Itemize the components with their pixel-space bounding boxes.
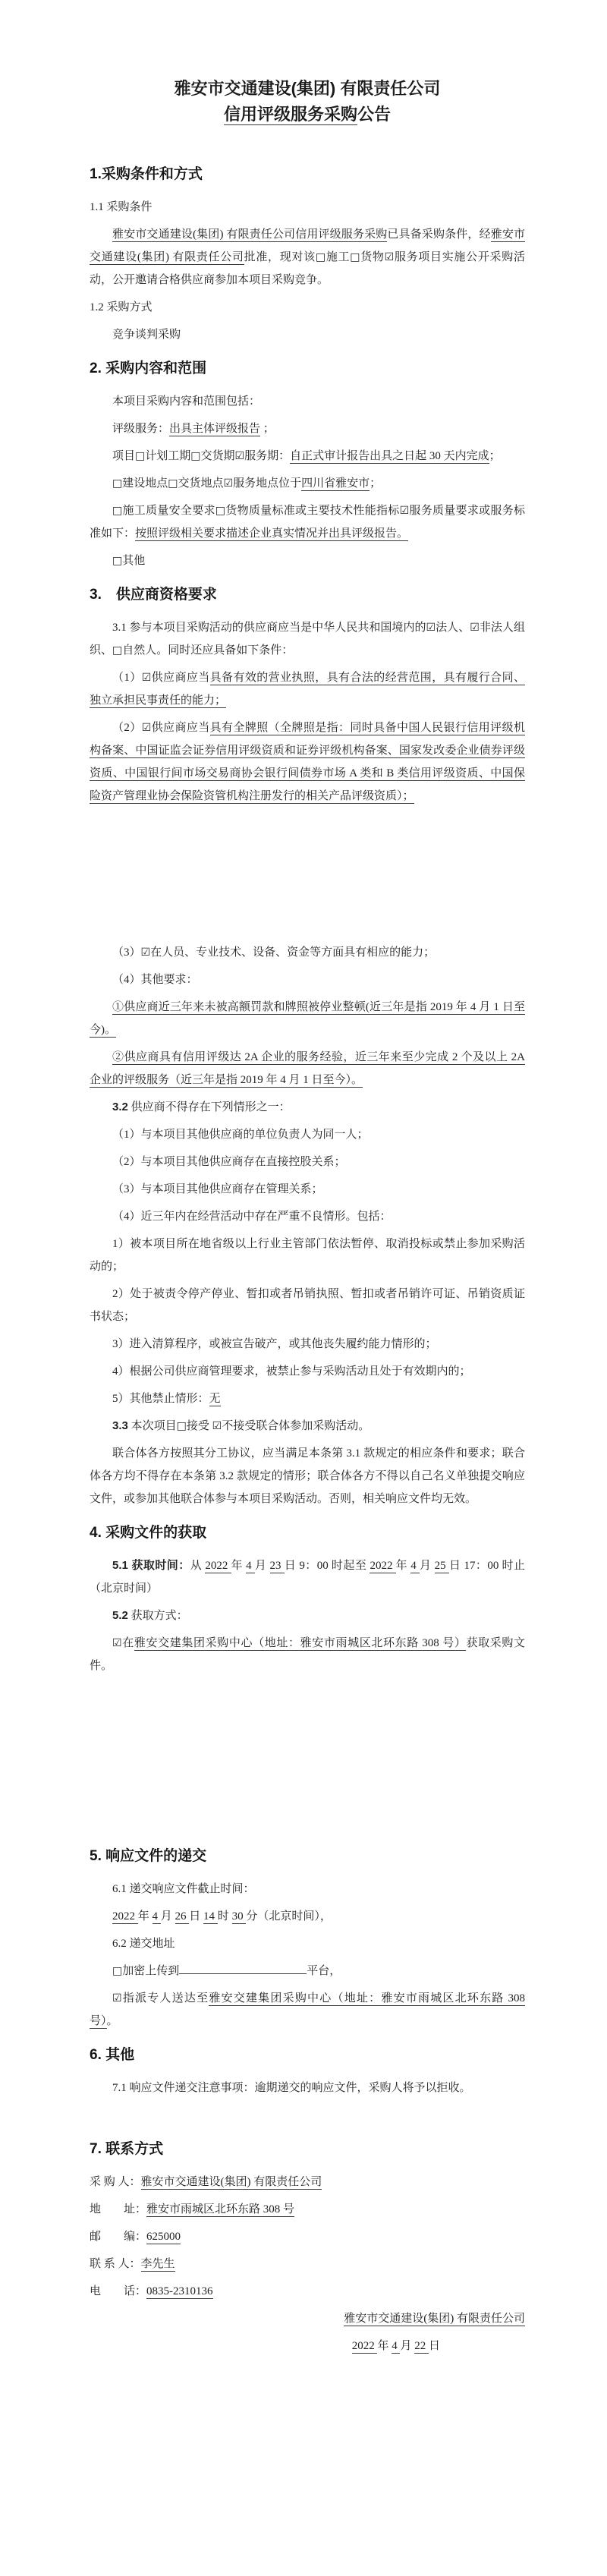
contact-person-line bbox=[90, 2253, 525, 2275]
text-run: 4 bbox=[392, 2340, 401, 2352]
contact-purchaser-line bbox=[90, 2171, 525, 2193]
signature-date-line bbox=[90, 2335, 525, 2357]
text-run: 邮 编： bbox=[90, 2231, 147, 2243]
text-run: 出具主体评级报告 bbox=[169, 423, 261, 435]
prohibited-item-1 bbox=[90, 1123, 525, 1146]
text-run: 1）被本项目所在地省级以上行业主管部门依法暂停、取消投标或禁止参加采购活动的； bbox=[90, 1238, 525, 1273]
text-run: 施工 bbox=[326, 251, 351, 263]
clause-1-2-label bbox=[90, 296, 525, 319]
text-run: 项目 bbox=[112, 450, 136, 462]
notice-line bbox=[90, 2077, 525, 2099]
text-run: ； bbox=[489, 450, 501, 462]
text-run: 625000 bbox=[146, 2231, 181, 2243]
text-run: 雅安市雨城区北环东路 308 号 bbox=[146, 2203, 295, 2215]
prohibited-item-3 bbox=[90, 1178, 525, 1201]
rating-service-line bbox=[90, 417, 525, 440]
text-run: 批准，现对该 bbox=[244, 251, 316, 263]
text-run: 3.2 bbox=[112, 1101, 128, 1113]
other-requirement-1 bbox=[90, 996, 525, 1041]
text-run: （4）近三年内在经营活动中存在严重不良情形。包括： bbox=[112, 1211, 392, 1223]
other-requirement-2 bbox=[90, 1046, 525, 1091]
text-run: 2. 采购内容和范围 bbox=[90, 361, 207, 376]
text-run: 雅安市交通建设(集团) 有限责任公司信用评级服务采购 bbox=[112, 228, 388, 241]
prohibited-item-2 bbox=[90, 1151, 525, 1173]
scope-intro bbox=[90, 390, 525, 413]
clause-3-3-text bbox=[90, 1415, 525, 1438]
checkbox-unchecked-icon: □ bbox=[215, 505, 226, 517]
text-run: 供应商不得存在下列情形之一： bbox=[127, 1101, 291, 1113]
text-run: 2022 bbox=[370, 1560, 396, 1572]
text-run: 3. 供应商资格要求 bbox=[90, 587, 217, 603]
text-run: 在 bbox=[121, 1637, 134, 1649]
text-run: 非法人组织、 bbox=[90, 622, 525, 657]
fill-in-blank bbox=[179, 1963, 307, 1974]
checkbox-checked-icon: ☑ bbox=[399, 505, 410, 517]
text-run: 已具备采购条件，经 bbox=[387, 228, 491, 241]
clause-3-2-label bbox=[90, 1096, 525, 1119]
text-run: 日 17：00 时止（北京时间） bbox=[90, 1560, 525, 1595]
text-run: 雅安交建集团采购中心（地址：雅安市雨城区北环东路 308 号） bbox=[134, 1637, 467, 1649]
checkbox-checked-icon: ☑ bbox=[234, 450, 245, 462]
qualification-item-2 bbox=[90, 716, 525, 808]
text-run: 联合体各方按照其分工协议，应当满足本条第 3.1 款规定的相应条件和要求；联合体各方均不得存在本条第 3.2 款规定的情形；联合体各方不得以自己名义单独提交响应文件，或参加其他联合体参与本项目采购活动。否则，相关响应文件均无效。 bbox=[90, 1447, 525, 1505]
text-run: 加密上传到 bbox=[122, 1965, 180, 1977]
checkbox-checked-icon: ☑ bbox=[426, 622, 436, 634]
qualification-item-4 bbox=[90, 968, 525, 991]
checkbox-checked-icon: ☑ bbox=[112, 1992, 122, 2004]
text-run: （3）与本项目其他供应商存在管理关系； bbox=[112, 1183, 323, 1195]
bad-situation-4 bbox=[90, 1360, 525, 1383]
checkbox-unchecked-icon: □ bbox=[112, 477, 123, 490]
text-run: 交货地点 bbox=[178, 477, 224, 490]
checkbox-unchecked-icon: □ bbox=[112, 505, 123, 517]
text-run: （4）其他要求： bbox=[112, 974, 198, 986]
text-run: 自正式审计报告出具之日起 30 天内完成 bbox=[290, 450, 489, 462]
text-run: 4 bbox=[246, 1560, 255, 1572]
text-run: 地 址： bbox=[90, 2203, 147, 2215]
submit-address-label bbox=[90, 1932, 525, 1955]
text-run: 3）进入清算程序，或被宣告破产，或其他丧失履约能力情形的； bbox=[112, 1338, 437, 1350]
text-run: 获取方式： bbox=[127, 1610, 188, 1622]
text-run: 月 bbox=[400, 2340, 415, 2352]
text-run: 四川省雅安市 bbox=[301, 477, 370, 490]
text-run: 李先生 bbox=[140, 2258, 175, 2270]
text-run: 1.2 采购方式 bbox=[90, 301, 153, 313]
text-run: 雅安市交通建设(集团) 有限责任公司 bbox=[90, 228, 525, 263]
checkbox-checked-icon: ☑ bbox=[223, 477, 234, 490]
obtain-method-line bbox=[90, 1632, 525, 1677]
checkbox-checked-icon: ☑ bbox=[112, 1637, 122, 1649]
text-run: 法人、 bbox=[436, 622, 470, 634]
text-run: 计划工期 bbox=[145, 450, 191, 462]
text-run: 无 bbox=[209, 1393, 221, 1405]
deliver-option-line bbox=[90, 1987, 525, 2033]
text-run: 1.1 采购条件 bbox=[90, 201, 153, 213]
text-run: 5）其他禁止情形： bbox=[112, 1393, 209, 1405]
checkbox-checked-icon: ☑ bbox=[212, 1420, 222, 1432]
text-run: 雅安市交通建设(集团) 有限责任公司 bbox=[174, 79, 441, 98]
section-5-heading bbox=[90, 1846, 525, 1867]
text-run: 6. 其他 bbox=[90, 2047, 135, 2063]
text-run: （3） bbox=[112, 946, 141, 959]
text-run: 26 bbox=[175, 1910, 190, 1923]
section-2-heading bbox=[90, 358, 525, 379]
text-run: 服务质量要求或服务标准如下： bbox=[90, 505, 525, 540]
text-run: 22 bbox=[414, 2340, 429, 2352]
text-run: 从 bbox=[190, 1560, 206, 1572]
text-run: 4. 采购文件的获取 bbox=[90, 1525, 207, 1541]
obtain-time-line bbox=[90, 1554, 525, 1600]
clause-1-2-text bbox=[90, 323, 525, 346]
text-run: 7.1 响应文件递交注意事项：逾期递交的响应文件，采购人将予以拒收。 bbox=[112, 2082, 471, 2094]
checkbox-unchecked-icon: □ bbox=[112, 555, 123, 567]
text-run: 5.1 获取时间： bbox=[112, 1559, 190, 1572]
section-4-heading bbox=[90, 1523, 525, 1544]
text-run: 2022 bbox=[205, 1560, 231, 1572]
checkbox-unchecked-icon: □ bbox=[135, 450, 146, 462]
contact-address-line bbox=[90, 2198, 525, 2221]
text-run: 4 bbox=[410, 1560, 420, 1572]
other-option-line bbox=[90, 550, 525, 572]
text-run: 1.采购条件和方式 bbox=[90, 166, 203, 182]
text-run: 联 系 人： bbox=[90, 2258, 141, 2270]
text-run: 年 bbox=[231, 1560, 247, 1572]
qualification-item-3 bbox=[90, 941, 525, 964]
text-run: 3.3 bbox=[112, 1419, 128, 1432]
blank-gap-2 bbox=[90, 1682, 525, 1834]
text-run: 货物质量标准或主要技术性能指标 bbox=[225, 505, 400, 517]
text-run: 5. 响应文件的递交 bbox=[90, 1848, 207, 1864]
checkbox-unchecked-icon: □ bbox=[112, 644, 123, 657]
section-3-heading bbox=[90, 584, 525, 606]
text-run: 4 bbox=[152, 1910, 161, 1923]
blank-gap-1 bbox=[90, 812, 525, 941]
text-run: 6.1 递交响应文件截止时间： bbox=[112, 1883, 255, 1895]
text-run: 采 购 人： bbox=[90, 2176, 141, 2188]
checkbox-unchecked-icon: □ bbox=[176, 1420, 187, 1432]
text-run: （2）与本项目其他供应商存在直接控股关系； bbox=[112, 1156, 346, 1168]
text-run: 23 bbox=[269, 1560, 285, 1572]
deadline-line bbox=[90, 1905, 525, 1928]
text-run: 施工质量安全要求 bbox=[122, 505, 215, 517]
text-run: 。 bbox=[106, 2015, 118, 2027]
text-run: 3.1 参与本项目采购活动的供应商应当是中华人民共和国境内的 bbox=[112, 622, 426, 634]
text-run: 雅安市交通建设(集团) 有限责任公司 bbox=[344, 2313, 525, 2325]
checkbox-unchecked-icon: □ bbox=[350, 251, 361, 263]
consortium-text bbox=[90, 1442, 525, 1510]
text-run: 获取采购文件。 bbox=[90, 1637, 525, 1672]
text-run: 竞争谈判采购 bbox=[112, 329, 181, 341]
text-run: 25 bbox=[434, 1560, 449, 1572]
text-run: 日 9：00 时起至 bbox=[284, 1560, 370, 1572]
text-run: 供应商应当 bbox=[151, 722, 210, 734]
text-run: （2） bbox=[112, 722, 142, 734]
clause-1-1-text bbox=[90, 223, 525, 291]
text-run: 不接受联合体参加采购活动。 bbox=[222, 1420, 370, 1432]
text-run: 服务地点位于 bbox=[233, 477, 302, 490]
text-run: 具有全牌照（全牌照是指：同时具备中国人民银行信用评级机构备案、中国证监会证券信用评级资质和证券评级机构备案、国家发改委企业债券评级资质、中国银行间市场交易商协会银行间债券市场 A 类和 B 类信用评级资质、中国保险资产管理业协会保险资管机构注册发行的相关产品评级资质）； bbox=[90, 722, 525, 802]
text-run: ； bbox=[260, 423, 275, 435]
quality-standard-line bbox=[90, 499, 525, 545]
text-run: 年 bbox=[377, 2340, 392, 2352]
checkbox-unchecked-icon: □ bbox=[168, 477, 178, 490]
text-run: 公告 bbox=[357, 105, 392, 124]
contact-postcode-line bbox=[90, 2225, 525, 2248]
text-run: 2）处于被责令停产停业、暂扣或者吊销执照、暂扣或者吊销许可证、吊销资质证书状态； bbox=[90, 1288, 525, 1323]
text-run: 电 话： bbox=[90, 2285, 147, 2297]
text-run: 评级服务： bbox=[112, 423, 170, 435]
checkbox-unchecked-icon: □ bbox=[315, 251, 326, 263]
text-run: 其他 bbox=[122, 555, 146, 567]
service-period-line bbox=[90, 445, 525, 468]
bad-situation-5 bbox=[90, 1387, 525, 1410]
upload-option-line bbox=[90, 1960, 525, 1982]
text-run: （1）与本项目其他供应商的单位负责人为同一人； bbox=[112, 1129, 369, 1141]
bad-situation-3 bbox=[90, 1333, 525, 1356]
text-run: 建设地点 bbox=[122, 477, 168, 490]
text-run: 年 bbox=[395, 1560, 411, 1572]
text-run: 平台， bbox=[307, 1965, 341, 1977]
checkbox-checked-icon: ☑ bbox=[470, 622, 480, 634]
text-run: 时 bbox=[217, 1910, 232, 1923]
text-run: 在人员、专业技术、设备、资金等方面具有相应的能力； bbox=[150, 946, 436, 959]
text-run: ②供应商具有信用评级达 2A 企业的服务经验，近三年来至少完成 2 个及以上 2A 企业的评级服务（近三年是指 2019 年 4 月 1 日至今）。 bbox=[90, 1051, 525, 1086]
checkbox-checked-icon: ☑ bbox=[384, 251, 395, 263]
text-run: 供应商应当 bbox=[151, 672, 210, 684]
text-run: 月 bbox=[420, 1560, 435, 1572]
bad-situation-1 bbox=[90, 1233, 525, 1278]
text-run: 日 bbox=[189, 1910, 204, 1923]
checkbox-unchecked-icon: □ bbox=[190, 450, 201, 462]
blank-gap-3 bbox=[90, 2104, 525, 2127]
text-run: 信用评级服务采购 bbox=[223, 105, 357, 124]
text-run: 服务期： bbox=[244, 450, 291, 462]
section-1-heading bbox=[90, 164, 525, 185]
text-run: 本项目采购内容和范围包括： bbox=[112, 395, 261, 408]
text-run: 服务项目实施公开采购活动，公开邀请合格供应商参加本项目采购竞争。 bbox=[90, 251, 525, 286]
text-run: 月 bbox=[160, 1910, 175, 1923]
text-run: 指派专人送达至 bbox=[121, 1992, 209, 2004]
text-run: 交货期 bbox=[200, 450, 235, 462]
prohibited-item-4 bbox=[90, 1205, 525, 1228]
text-run: 日 bbox=[428, 2340, 440, 2352]
qualification-item-1 bbox=[90, 666, 525, 712]
text-run: 2022 bbox=[351, 2340, 378, 2352]
checkbox-checked-icon: ☑ bbox=[141, 722, 152, 734]
text-run: 按照评级相关要求描述企业真实情况并出具评级报告。 bbox=[135, 527, 409, 540]
doc-subtitle bbox=[90, 102, 525, 128]
checkbox-unchecked-icon: □ bbox=[112, 1965, 123, 1977]
text-run: 雅安市交通建设(集团) 有限责任公司 bbox=[140, 2176, 322, 2188]
contact-phone-line bbox=[90, 2280, 525, 2303]
text-run: 接受 bbox=[186, 1420, 212, 1432]
text-run: 0835-2310136 bbox=[146, 2285, 213, 2297]
deadline-label bbox=[90, 1878, 525, 1901]
text-run: 7. 联系方式 bbox=[90, 2141, 164, 2157]
text-run: 月 bbox=[254, 1560, 270, 1572]
obtain-method-label bbox=[90, 1604, 525, 1627]
checkbox-checked-icon: ☑ bbox=[140, 946, 151, 959]
text-run: 30 bbox=[231, 1910, 247, 1923]
text-run: 雅安交建集团采购中心（地址：雅安市雨城区北环东路 308 号） bbox=[90, 1992, 525, 2027]
text-run: （1） bbox=[112, 672, 142, 684]
text-run: ； bbox=[370, 477, 382, 490]
clause-3-1-text bbox=[90, 616, 525, 662]
section-7-heading bbox=[90, 2139, 525, 2160]
text-run: ①供应商近三年来未被高额罚款和牌照被停业整顿(近三年是指 2019 年 4 月 1 日至今)。 bbox=[90, 1001, 525, 1036]
doc-title bbox=[90, 76, 525, 102]
bad-situation-2 bbox=[90, 1283, 525, 1328]
section-6-heading bbox=[90, 2045, 525, 2066]
text-run: 自然人。同时还应具备如下条件： bbox=[122, 644, 294, 657]
text-run: 年 bbox=[137, 1910, 153, 1923]
text-run: 14 bbox=[203, 1910, 218, 1923]
text-run: 具备有效的营业执照，具有合法的经营范围，具有履行合同、独立承担民事责任的能力； bbox=[90, 672, 525, 707]
text-run: 分（北京时间）， bbox=[246, 1910, 332, 1923]
signature-company-line bbox=[90, 2307, 525, 2330]
text-run: 5.2 bbox=[112, 1609, 128, 1622]
text-run: 货物 bbox=[360, 251, 385, 263]
checkbox-checked-icon: ☑ bbox=[141, 672, 152, 684]
text-run: 4）根据公司供应商管理要求，被禁止参与采购活动且处于有效期内的； bbox=[112, 1365, 471, 1378]
service-location-line bbox=[90, 472, 525, 495]
text-run: 2022 bbox=[112, 1910, 138, 1923]
text-run: 本次项目 bbox=[127, 1420, 177, 1432]
clause-1-1-label bbox=[90, 196, 525, 219]
text-run: 6.2 递交地址 bbox=[112, 1938, 175, 1950]
